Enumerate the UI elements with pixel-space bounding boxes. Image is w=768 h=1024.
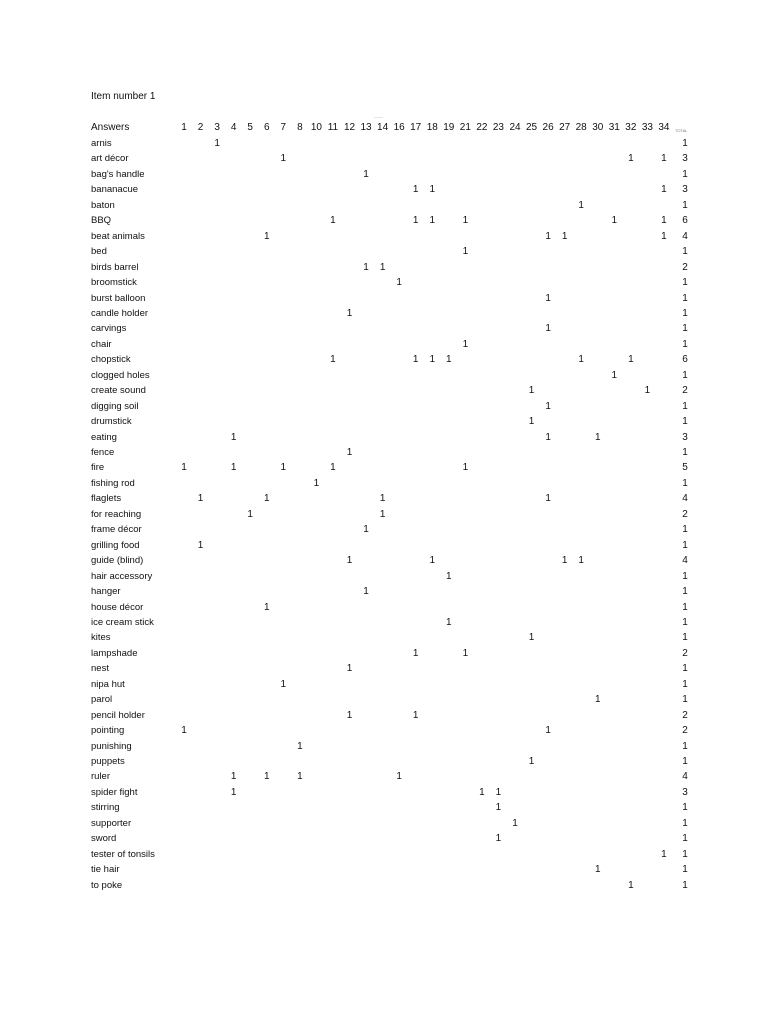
answer-label: ice cream stick bbox=[91, 616, 154, 628]
tally-mark: 1 bbox=[545, 725, 551, 737]
tally-mark: 1 bbox=[545, 230, 551, 242]
row-total: 1 bbox=[682, 848, 688, 860]
tally-mark: 1 bbox=[545, 400, 551, 412]
row-total: 1 bbox=[682, 199, 688, 211]
tally-mark: 1 bbox=[330, 462, 336, 474]
column-header-2: 2 bbox=[197, 122, 204, 133]
tally-mark: 1 bbox=[346, 555, 353, 567]
answer-label: BBQ bbox=[91, 215, 112, 227]
tally-mark: 1 bbox=[429, 555, 436, 567]
answer-label: chair bbox=[91, 338, 112, 350]
tally-mark: 1 bbox=[230, 786, 237, 798]
tally-mark: 1 bbox=[280, 462, 287, 474]
answer-label: tie hair bbox=[91, 864, 120, 876]
tally-mark: 1 bbox=[280, 678, 287, 690]
row-total: 1 bbox=[682, 570, 688, 582]
tally-mark: 1 bbox=[495, 802, 502, 814]
answer-label: house décor bbox=[91, 601, 144, 613]
column-header-16: 16 bbox=[393, 122, 405, 133]
tally-mark: 1 bbox=[330, 354, 336, 366]
column-header-30: 30 bbox=[592, 122, 604, 133]
tally-mark: 1 bbox=[446, 616, 452, 628]
row-total: 2 bbox=[682, 508, 688, 520]
tally-mark: 1 bbox=[379, 493, 386, 505]
column-header-1: 1 bbox=[181, 122, 187, 133]
tally-mark: 1 bbox=[594, 694, 601, 706]
tally-mark: 1 bbox=[495, 786, 502, 798]
tally-mark: 1 bbox=[628, 879, 634, 891]
tally-mark: 1 bbox=[611, 369, 618, 381]
row-total: 1 bbox=[682, 477, 688, 489]
tally-mark: 1 bbox=[528, 632, 535, 644]
answer-label: chopstick bbox=[91, 354, 131, 366]
row-total: 2 bbox=[682, 647, 688, 659]
row-total: 1 bbox=[682, 864, 688, 876]
row-total: 4 bbox=[682, 555, 688, 567]
tally-mark: 1 bbox=[263, 493, 270, 505]
tally-mark: 1 bbox=[346, 307, 353, 319]
tally-mark: 1 bbox=[396, 277, 402, 289]
answer-label: supporter bbox=[91, 817, 132, 829]
row-total: 1 bbox=[682, 756, 688, 767]
row-total: 1 bbox=[682, 138, 688, 149]
tally-mark: 1 bbox=[412, 215, 419, 227]
row-total: 1 bbox=[682, 740, 688, 752]
row-total: 1 bbox=[682, 802, 688, 814]
page-title: Item number 1 bbox=[91, 91, 156, 102]
tally-mark: 1 bbox=[346, 447, 353, 458]
tally-mark: 1 bbox=[479, 786, 485, 798]
answer-label: guide (blind) bbox=[91, 555, 144, 567]
tally-mark: 1 bbox=[313, 477, 320, 489]
tally-mark: 1 bbox=[230, 431, 237, 443]
row-total: 3 bbox=[682, 786, 688, 798]
tally-mark: 1 bbox=[379, 508, 386, 520]
tally-mark: 1 bbox=[446, 570, 452, 582]
tally-mark: 1 bbox=[578, 199, 584, 211]
answer-label: frame décor bbox=[91, 524, 142, 536]
row-total: 1 bbox=[682, 323, 688, 335]
column-header-32: 32 bbox=[625, 122, 637, 133]
answer-label: stirring bbox=[91, 802, 120, 814]
tally-mark: 1 bbox=[412, 647, 419, 659]
column-header-25: 25 bbox=[525, 122, 538, 133]
answer-label: broomstick bbox=[91, 277, 137, 289]
column-header-18: 18 bbox=[426, 122, 438, 133]
row-total: 1 bbox=[682, 539, 688, 551]
row-total: 1 bbox=[682, 416, 688, 428]
answer-label: hair accessory bbox=[91, 570, 153, 582]
column-header-27: 27 bbox=[559, 122, 571, 133]
row-total: 1 bbox=[682, 307, 688, 319]
row-total: 1 bbox=[682, 292, 688, 304]
tally-mark: 1 bbox=[462, 647, 469, 659]
tally-mark: 1 bbox=[346, 663, 353, 675]
tally-mark: 1 bbox=[230, 771, 237, 783]
answer-label: burst balloon bbox=[91, 292, 146, 304]
header-underline-mark: ____ bbox=[374, 113, 383, 118]
tally-mark: 1 bbox=[412, 184, 419, 196]
tally-mark: 1 bbox=[545, 493, 551, 505]
answer-label: arnis bbox=[91, 138, 112, 149]
tally-mark: 1 bbox=[297, 771, 303, 783]
row-total: 1 bbox=[682, 616, 688, 628]
column-header-8: 8 bbox=[297, 122, 303, 133]
tally-mark: 1 bbox=[379, 261, 386, 273]
tally-mark: 1 bbox=[561, 230, 568, 242]
row-total: 1 bbox=[682, 447, 688, 458]
tally-mark: 1 bbox=[346, 709, 353, 721]
answer-label: pointing bbox=[91, 725, 125, 737]
tally-mark: 1 bbox=[412, 709, 419, 721]
row-total: 1 bbox=[682, 524, 688, 536]
column-header-28: 28 bbox=[575, 122, 587, 133]
tally-mark: 1 bbox=[661, 184, 667, 196]
answer-label: candle holder bbox=[91, 307, 149, 319]
tally-mark: 1 bbox=[561, 555, 568, 567]
tally-mark: 1 bbox=[611, 215, 618, 227]
answer-label: clogged holes bbox=[91, 369, 150, 381]
answer-label: fishing rod bbox=[91, 477, 135, 489]
answer-label: create sound bbox=[91, 385, 146, 397]
answer-label: hanger bbox=[91, 586, 121, 598]
answer-label: to poke bbox=[91, 879, 123, 891]
answer-label: fire bbox=[91, 462, 105, 474]
row-total: 3 bbox=[682, 431, 688, 443]
tally-mark: 1 bbox=[446, 354, 452, 366]
column-header-34: 34 bbox=[658, 122, 670, 133]
row-total: 1 bbox=[682, 246, 688, 258]
tally-mark: 1 bbox=[495, 833, 502, 845]
tally-mark: 1 bbox=[545, 292, 551, 304]
row-total: 2 bbox=[682, 725, 688, 737]
tally-mark: 1 bbox=[263, 230, 270, 242]
column-header-6: 6 bbox=[263, 122, 270, 133]
answer-label: for reaching bbox=[91, 508, 142, 520]
answer-label: fence bbox=[91, 447, 115, 458]
tally-mark: 1 bbox=[214, 138, 220, 149]
answer-label: pencil holder bbox=[91, 709, 145, 721]
tally-mark: 1 bbox=[363, 524, 369, 536]
tally-mark: 1 bbox=[462, 215, 469, 227]
answer-label: bag's handle bbox=[91, 168, 145, 180]
tally-mark: 1 bbox=[462, 338, 469, 350]
answer-label: parol bbox=[91, 694, 113, 706]
row-total: 4 bbox=[682, 493, 688, 505]
tally-mark: 1 bbox=[330, 215, 336, 227]
tally-mark: 1 bbox=[263, 771, 270, 783]
tally-mark: 1 bbox=[429, 184, 436, 196]
tally-mark: 1 bbox=[181, 462, 187, 474]
row-total: 1 bbox=[682, 586, 688, 598]
tally-mark: 1 bbox=[594, 431, 601, 443]
answer-label: bananacue bbox=[91, 184, 139, 196]
row-total: 1 bbox=[682, 833, 688, 845]
tally-mark: 1 bbox=[247, 508, 253, 520]
tally-mark: 1 bbox=[644, 385, 651, 397]
answer-label: eating bbox=[91, 431, 117, 443]
row-total: 1 bbox=[682, 601, 688, 613]
tally-mark: 1 bbox=[628, 153, 634, 165]
row-total: 1 bbox=[682, 277, 688, 289]
row-total: 5 bbox=[682, 462, 688, 474]
answer-label: sword bbox=[91, 833, 117, 845]
column-header-3: 3 bbox=[214, 122, 220, 133]
tally-mark: 1 bbox=[263, 601, 270, 613]
tally-mark: 1 bbox=[363, 168, 369, 180]
answer-label: digging soil bbox=[91, 400, 139, 412]
tally-mark: 1 bbox=[396, 771, 402, 783]
tally-mark: 1 bbox=[661, 848, 667, 860]
row-total: 4 bbox=[682, 230, 688, 242]
row-total: 1 bbox=[682, 369, 688, 381]
tally-mark: 1 bbox=[578, 555, 584, 567]
row-total: 1 bbox=[682, 663, 688, 675]
column-header-10: 10 bbox=[310, 122, 322, 133]
column-header-11: 11 bbox=[327, 122, 339, 133]
row-total: 1 bbox=[682, 879, 688, 891]
tally-mark: 1 bbox=[230, 462, 237, 474]
column-header-22: 22 bbox=[476, 122, 488, 133]
row-total: 1 bbox=[682, 338, 688, 350]
column-header-19: 19 bbox=[443, 122, 455, 133]
tally-mark: 1 bbox=[512, 817, 518, 829]
answer-label: beat animals bbox=[91, 230, 145, 242]
column-header-31: 31 bbox=[608, 122, 620, 133]
answer-label: drumstick bbox=[91, 416, 132, 428]
tally-mark: 1 bbox=[661, 215, 667, 227]
answer-label: lampshade bbox=[91, 647, 138, 659]
tally-mark: 1 bbox=[429, 215, 436, 227]
column-header-23: 23 bbox=[492, 122, 504, 133]
row-total: 2 bbox=[682, 385, 688, 397]
row-total: 1 bbox=[682, 400, 688, 412]
row-total: 1 bbox=[682, 694, 688, 706]
tally-mark: 1 bbox=[661, 153, 667, 165]
answer-label: birds barrel bbox=[91, 261, 139, 273]
tally-mark: 1 bbox=[197, 539, 204, 551]
tally-mark: 1 bbox=[661, 230, 667, 242]
row-total: 1 bbox=[682, 168, 688, 180]
answer-label: nest bbox=[91, 663, 109, 675]
column-header-26: 26 bbox=[542, 122, 554, 133]
row-total: 1 bbox=[682, 678, 688, 690]
answer-label: punishing bbox=[91, 740, 132, 752]
total-column-header: TOTAL bbox=[675, 128, 688, 133]
answer-label: spider fight bbox=[91, 786, 138, 798]
tally-mark: 1 bbox=[594, 864, 601, 876]
answer-label: baton bbox=[91, 199, 115, 211]
tally-mark: 1 bbox=[429, 354, 436, 366]
column-header-24: 24 bbox=[509, 122, 521, 133]
answer-label: art décor bbox=[91, 153, 129, 165]
tally-mark: 1 bbox=[197, 493, 204, 505]
tally-mark: 1 bbox=[528, 756, 535, 767]
row-total: 3 bbox=[682, 153, 688, 165]
row-total: 2 bbox=[682, 709, 688, 721]
row-total: 4 bbox=[682, 771, 688, 783]
column-header-4: 4 bbox=[230, 122, 237, 133]
tally-mark: 1 bbox=[545, 431, 551, 443]
answer-label: ruler bbox=[91, 771, 111, 783]
row-total: 6 bbox=[682, 215, 688, 227]
row-total: 2 bbox=[682, 261, 688, 273]
column-header-21: 21 bbox=[459, 122, 471, 133]
answer-label: bed bbox=[91, 246, 107, 258]
tally-mark: 1 bbox=[181, 725, 187, 737]
column-header-5: 5 bbox=[247, 122, 253, 133]
answer-label: puppets bbox=[91, 756, 125, 767]
tally-mark: 1 bbox=[528, 385, 535, 397]
answer-label: grilling food bbox=[91, 539, 140, 551]
column-header-13: 13 bbox=[360, 122, 372, 133]
tally-mark: 1 bbox=[462, 246, 469, 258]
row-total: 1 bbox=[682, 632, 688, 644]
row-total: 1 bbox=[682, 817, 688, 829]
column-header-7: 7 bbox=[280, 122, 287, 133]
tally-mark: 1 bbox=[628, 354, 634, 366]
column-header-17: 17 bbox=[410, 122, 422, 133]
column-header-33: 33 bbox=[641, 122, 653, 133]
row-total: 6 bbox=[682, 354, 688, 366]
tally-mark: 1 bbox=[412, 354, 419, 366]
column-header-12: 12 bbox=[343, 122, 356, 133]
tally-mark: 1 bbox=[528, 416, 535, 428]
column-header-14: 14 bbox=[377, 122, 389, 133]
answer-label: nipa hut bbox=[91, 678, 125, 690]
answer-label: kites bbox=[91, 632, 111, 644]
tally-mark: 1 bbox=[462, 462, 469, 474]
tally-mark: 1 bbox=[578, 354, 584, 366]
tally-mark: 1 bbox=[297, 740, 303, 752]
tally-mark: 1 bbox=[280, 153, 287, 165]
row-total: 3 bbox=[682, 184, 688, 196]
tally-mark: 1 bbox=[545, 323, 551, 335]
tally-mark: 1 bbox=[363, 586, 369, 598]
answers-column-header: Answers bbox=[91, 122, 130, 133]
answer-label: flaglets bbox=[91, 493, 122, 505]
tally-mark: 1 bbox=[363, 261, 369, 273]
answer-label: carvings bbox=[91, 323, 127, 335]
answer-label: tester of tonsils bbox=[91, 848, 155, 860]
